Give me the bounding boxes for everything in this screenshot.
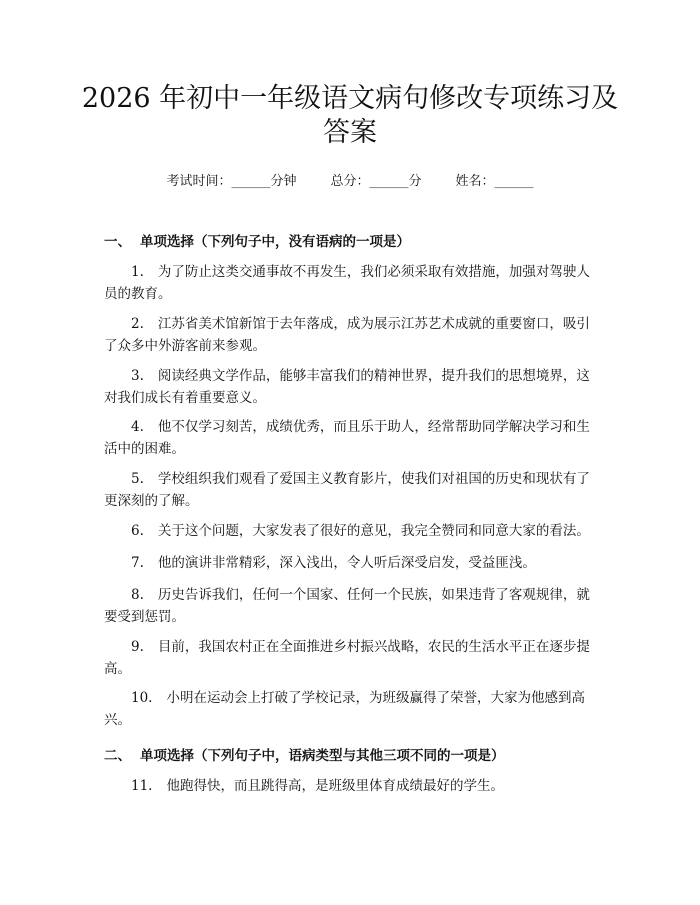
question-number: 10.: [131, 690, 153, 706]
question-text: 为了防止这类交通事故不再发生，我们必须采取有效措施，加强对驾驶人员的教育。: [104, 264, 590, 302]
question-text: 学校组织我们观看了爱国主义教育影片，使我们对祖国的历史和现状有了更深刻的了解。: [104, 471, 590, 509]
question-text: 江苏省美术馆新馆于去年落成，成为展示江苏艺术成就的重要窗口，吸引了众多中外游客前来参观。: [104, 316, 590, 354]
question-item: [104, 552, 602, 574]
section-number: 一、: [104, 234, 131, 250]
question-item: [104, 636, 602, 680]
question-text: 他的演讲非常精彩，深入浅出，令人听后深受启发，受益匪浅。: [157, 555, 536, 571]
question-item: [104, 584, 602, 628]
student-name-field: 姓名：______: [455, 174, 534, 189]
question-text: 他跑得快，而且跳得高，是班级里体育成绩最好的学生。: [166, 778, 504, 794]
question-item: [104, 416, 602, 460]
section-number: 二、: [104, 748, 131, 764]
question-item: [104, 775, 602, 797]
question-item: [104, 365, 602, 409]
question-number: 1.: [131, 264, 144, 280]
exam-info: [0, 170, 700, 189]
document-title-line-2: 答案: [323, 117, 377, 148]
question-number: 2.: [131, 316, 144, 332]
document-title-line-1: 2026 年初中一年级语文病句修改专项练习及: [81, 83, 619, 114]
question-text: 他不仅学习刻苦，成绩优秀，而且乐于助人，经常帮助同学解决学习和生活中的困难。: [104, 419, 590, 457]
section-heading-1: [104, 230, 410, 250]
question-number: 4.: [131, 419, 144, 435]
section-heading-2: [104, 744, 505, 764]
question-text: 目前，我国农村正在全面推进乡村振兴战略，农民的生活水平正在逐步提高。: [104, 639, 590, 677]
question-item: [104, 313, 602, 357]
question-item: [104, 261, 602, 305]
question-number: 5.: [131, 471, 144, 487]
question-text: 历史告诉我们，任何一个国家、任何一个民族，如果违背了客观规律，就要受到惩罚。: [104, 587, 590, 625]
section-title: 单项选择（下列句子中，没有语病的一项是）: [140, 234, 410, 250]
exam-time-field: 考试时间：______分钟: [166, 174, 297, 189]
question-number: 6.: [131, 523, 144, 539]
question-number: 7.: [131, 555, 144, 571]
question-number: 3.: [131, 368, 144, 384]
question-text: 阅读经典文学作品，能够丰富我们的精神世界，提升我们的思想境界，这对我们成长有着重要意义。: [104, 368, 590, 406]
question-item: [104, 468, 602, 512]
question-item: [104, 520, 602, 542]
question-number: 8.: [131, 587, 144, 603]
section-title: 单项选择（下列句子中，语病类型与其他三项不同的一项是）: [140, 748, 505, 764]
question-item: [104, 687, 602, 731]
question-number: 11.: [131, 778, 153, 794]
question-text: 小明在运动会上打破了学校记录，为班级赢得了荣誉，大家为他感到高兴。: [104, 690, 585, 728]
question-text: 关于这个问题，大家发表了很好的意见，我完全赞同和同意大家的看法。: [157, 523, 590, 539]
question-number: 9.: [131, 639, 144, 655]
total-score-field: 总分：______分: [330, 174, 422, 189]
